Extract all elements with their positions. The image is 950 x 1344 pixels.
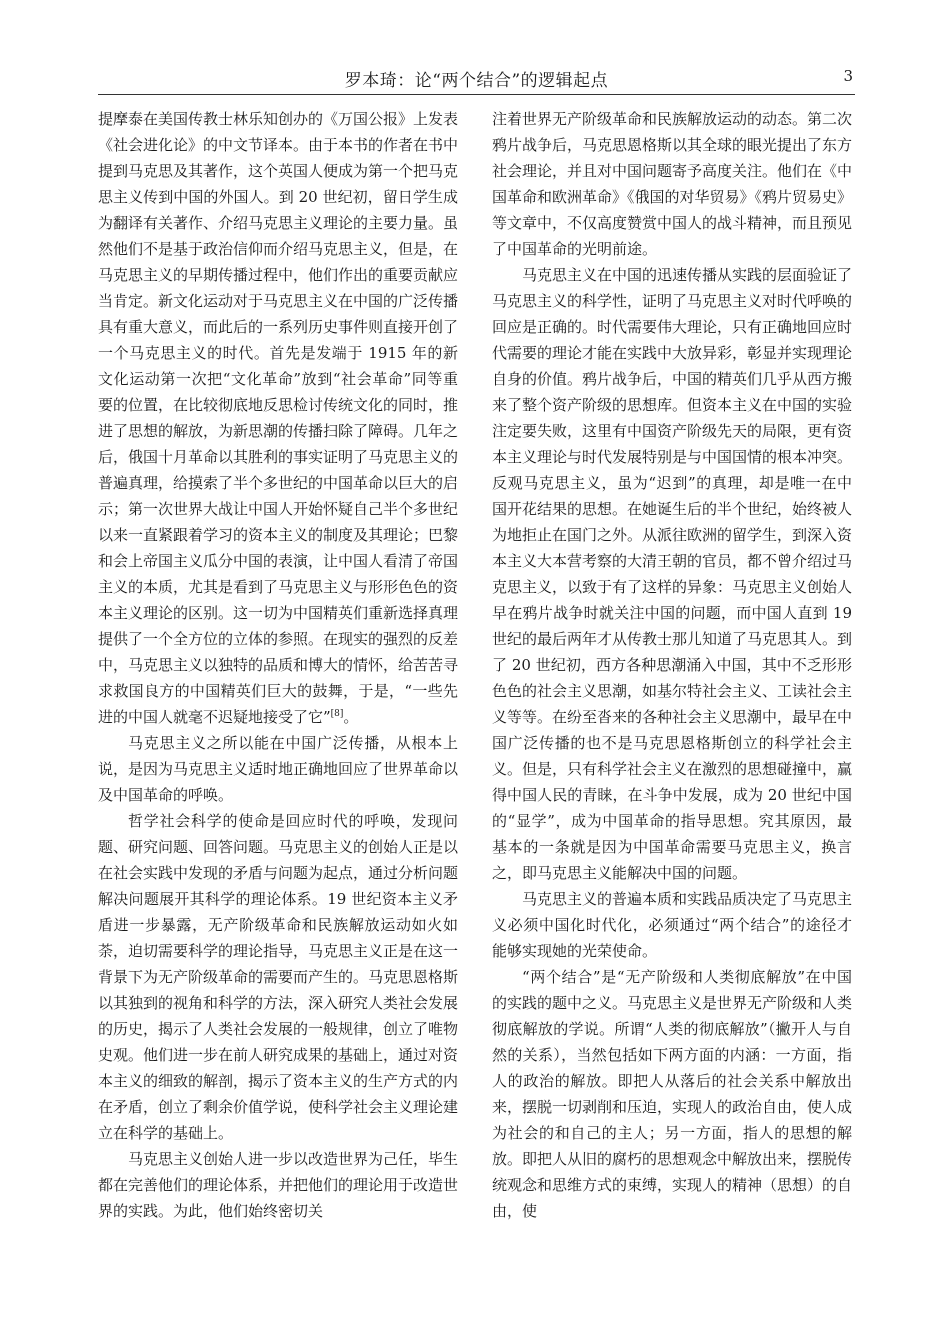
running-title: 罗本琦：论“两个结合”的逻辑起点 xyxy=(344,71,609,91)
paragraph xyxy=(98,106,458,730)
paragraph: 注着世界无产阶级革命和民族解放运动的动态。第二次鸦片战争后，马克思恩格斯以其全球的眼光提出了东方社会理论，并且对中国问题寄予高度关注。他们在《中国革命和欧洲革命》《俄国的对华贸易》《鸦片贸易史》等文章中，不仅高度赞赏中国人的战斗精神，而且预见了中国革命的光明前途。 xyxy=(492,110,853,258)
paragraph: 马克思主义的普遍本质和实践品质决定了马克思主义必须中国化时代化，必须通过“两个结合”的途径才能够实现她的光荣使命。 xyxy=(492,890,853,960)
paragraph: “两个结合”是“无产阶级和人类彻底解放”在中国的实践的题中之义。马克思主义是世界无产阶级和人类彻底解放的学说。所谓“人类的彻底解放”（撇开人与自然的关系），当然包括如下两方面的内涵：一方面，指人的政治的解放。即把人从落后的社会关系中解放出来，摆脱一切剥削和压迫，实现人的政治自由，使人成为社会的和自己的主人；另一方面，指人的思想的解放。即把人从旧的腐朽的思想观念中解放出来，摆脱传统观念和思维方式的束缚，实现人的精神（思想）的自由，使 xyxy=(492,968,853,1220)
paragraph: 哲学社会科学的使命是回应时代的呼唤，发现问题、研究问题、回答问题。马克思主义的创始人正是以在社会实践中发现的矛盾与问题为起点，通过分析问题解决问题展开其科学的理论体系。19 世纪资本主义矛盾进一步暴露，无产阶级革命和民族解放运动如火如荼，迫切需要科学的理论指导，马克思主义正是在这一背景下为无产阶级革命的需要而产生的。马克思恩格斯以其独到的视角和科学的方法，深入研究人类社会发展的历史，揭示了人类社会发展的一般规律，创立了唯物史观。他们进一步在前人研究成果的基础上，通过对资本主义的细致的解剖，揭示了资本主义的生产方式的内在矛盾，创立了剩余价值学说，使科学社会主义理论建立在科学的基础上。 xyxy=(98,812,459,1142)
left-column xyxy=(98,106,458,1224)
paragraph-text: 提摩泰在美国传教士林乐知创办的《万国公报》上发表《社会进化论》的中文节译本。由于本书的作者在书中提到马克思及其著作，这个英国人便成为第一个把马克思主义传到中国的外国人。到 20 世纪初，留日学生成为翻译有关著作、介绍马克思主义理论的主要力量。虽然他们不是基于政治信仰而介绍马克思主义，但是，在马克思主义的早期传播过程中，他们作出的重要贡献应当肯定。新文化运动对于马克思主义在中国的广泛传播具有重大意义，而此后的一系列历史事件则直接开创了一个马克思主义的时代。首先是发端于 1915 年的新文化运动第一次把“文化革命”放到“社会革命”同等重要的位置，在比较彻底地反思检讨传统文化的同时，推进了思想的解放，为新思潮的传播扫除了障碍。几年之后，俄国十月革命以其胜利的事实证明了马克思主义的普遍真理，给摸索了半个多世纪的中国革命以巨大的启示；第一次世界大战让中国人开始怀疑自己半个多世纪以来一直紧跟着学习的资本主义的制度及其理论；巴黎和会上帝国主义瓜分中国的表演，让中国人看清了帝国主义的本质，尤其是看到了马克思主义与形形色色的资本主义理论的区别。这一切为中国精英们重新选择真理提供了一个全方位的立体的参照。在现实的强烈的反差中，马克思主义以独特的品质和博大的情怀，给苦苦寻求救国良方的中国精英们巨大的鼓舞，于是，“一些先进的中国人就毫不迟疑地接受了它” xyxy=(98,110,459,726)
paragraph-end: 。 xyxy=(343,708,359,726)
running-header xyxy=(98,62,855,92)
citation: [8] xyxy=(330,709,344,719)
paragraph: 马克思主义之所以能在中国广泛传播，从根本上说，是因为马克思主义适时地正确地回应了世界革命以及中国革命的呼唤。 xyxy=(98,734,459,804)
header-rule xyxy=(98,94,855,95)
paragraph: 马克思主义创始人进一步以改造世界为己任，毕生都在完善他们的理论体系，并把他们的理论用于改造世界的实践。为此，他们始终密切关 xyxy=(98,1150,459,1220)
page-number: 3 xyxy=(843,67,853,85)
right-column xyxy=(492,106,852,1224)
paragraph: 马克思主义在中国的迅速传播从实践的层面验证了马克思主义的科学性，证明了马克思主义对时代呼唤的回应是正确的。时代需要伟大理论，只有正确地回应时代需要的理论才能在实践中大放异彩，彰显并实现理论自身的价值。鸦片战争后，中国的精英们几乎从西方搬来了整个资产阶级的思想库。但资本主义在中国的实验注定要失败，这里有中国资产阶级先天的局限，更有资本主义理论与时代发展特别是与中国国情的根本冲突。反观马克思主义，虽为“迟到”的真理，却是唯一在中国开花结果的思想。在她诞生后的半个世纪，始终被人为地拒止在国门之外。从派往欧洲的留学生，到深入资本主义大本营考察的大清王朝的官员，都不曾介绍过马克思主义，以致于有了这样的异象：马克思主义创始人早在鸦片战争时就关注中国的问题，而中国人直到 19 世纪的最后两年才从传教士那儿知道了马克思其人。到了 20 世纪初，西方各种思潮涌入中国，其中不乏形形色色的社会主义思潮，如基尔特社会主义、工读社会主义等等。在纷至沓来的各种社会主义思潮中，最早在中国广泛传播的也不是马克思恩格斯创立的科学社会主义。但是，只有科学社会主义在激烈的思想碰撞中，赢得中国人民的青睐，在斗争中发展，成为 20 世纪中国的“显学”，成为中国革命的指导思想。究其原因，最基本的一条就是因为中国革命需要马克思主义，换言之，即马克思主义能解决中国的问题。 xyxy=(492,266,853,882)
